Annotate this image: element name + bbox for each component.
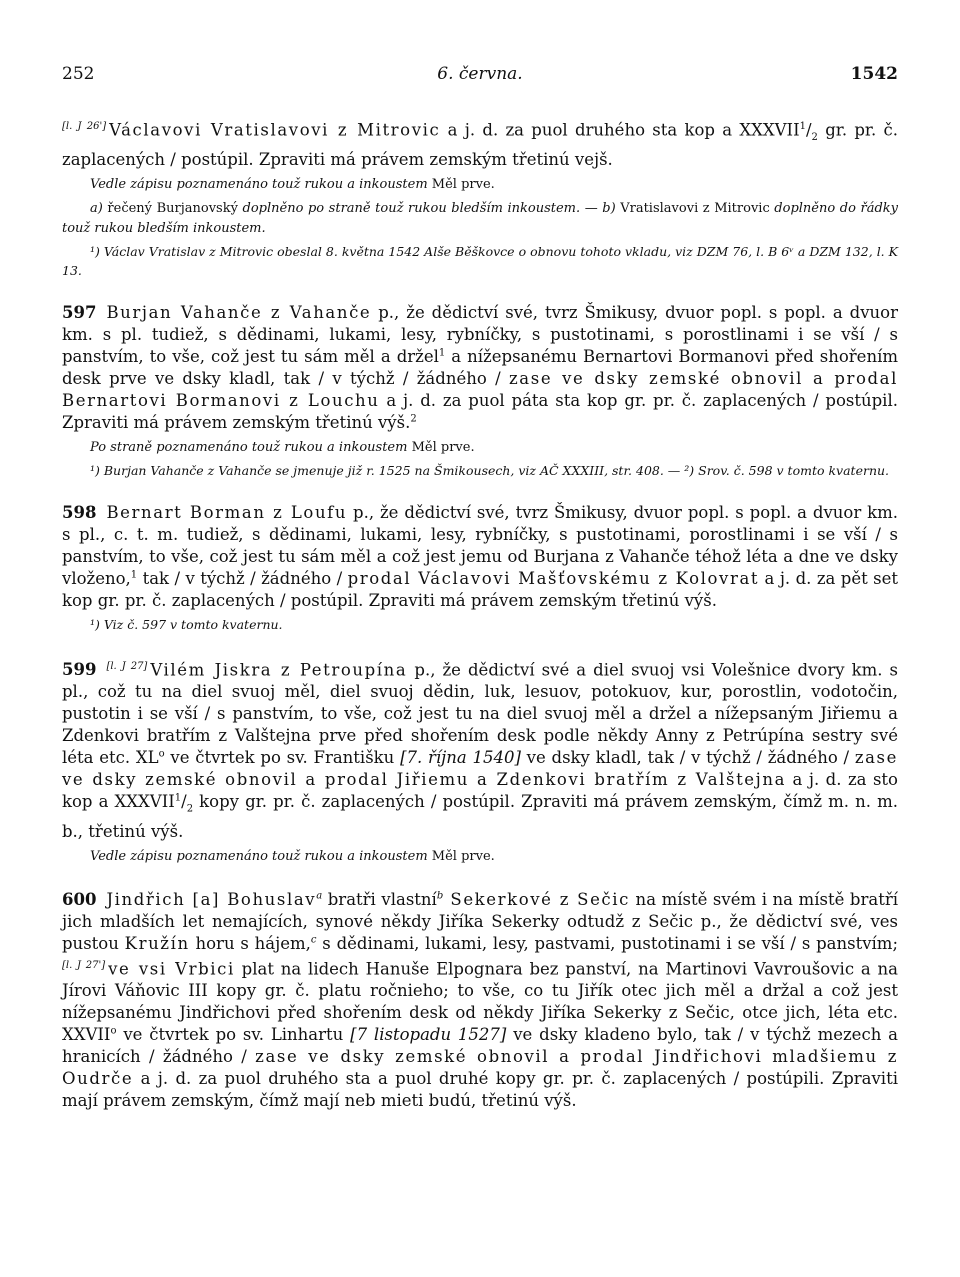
entry-continuation [62,116,898,280]
header-year: 1542 [850,64,898,84]
textual-note: a) řečený Burjanovský doplněno po straně touž rukou bledším inkoustem. — b) Vratislavovi z Mitrovic doplněno do řádky touž rukou bledším inkoustem. [62,200,898,236]
entry-600 [62,889,898,1113]
margin-note: Vedle zápisu poznamenáno touž rukou a inkoustem Měl prve. [90,848,495,864]
folio-ref: [l. J 26'] [62,121,107,132]
entry-599 [62,656,898,867]
entry-number: 600 [62,889,97,909]
entry-text: 598 Bernart Borman z Loufu p., že dědictví své, tvrz Šmikusy, dvuor popl. s popl. a dvuor km. s pl., c. t. m. tudiež, s dědinami, lukami, lesy, rybníčky, s pustotinami, porostlinami i se vší / s panstvím, to vše, což jest tu sám měl a což jest jemu od Burjana z Vahanče téhož léta a dne ve dsky vloženo,$^1$ tak / v týchž / žádného / prodal Václavovi Mašťovskému z Kolovrat a j. d. za pět set kop gr. pr. č. zaplacených / postúpil. Zpraviti má právem zemským třetinú výš. [62,502,899,610]
person-name: Václavovi Vratislavovi z Mitrovic [109,120,441,140]
margin-note: Vedle zápisu poznamenáno touž rukou a inkoustem Měl prve. [90,176,495,192]
entry-text: [l. J 26'] Václavovi Vratislavovi z Mitrovic a j. d. za puol druhého sta kop a $XXXVII^1/_2$ gr. pr. č. zaplacených / postúpil. Zpraviti má právem zemským třetinú vejš. [62,120,899,169]
footnote: ¹) Václav Vratislav z Mitrovic obeslal 8. května 1542 Alše Běškovce o obnovu tohoto vkladu, viz DZM 76, l. B 6ᵛ a DZM 132, l. K 13. [62,243,898,278]
person-name: Vilém Jiskra z Petroupína [150,660,408,680]
entry-number: 599 [62,660,97,680]
folio-ref: [l. J 27'] [62,959,106,971]
page-header [62,64,898,94]
document-page [62,64,898,1112]
entry-number: 598 [62,502,97,522]
entry-text: 597 Burjan Vahanče z Vahanče p., že dědictví své, tvrz Šmikusy, dvuor popl. s popl. a dvuor km. s pl. tudiež, s dědinami, lukami, lesy, rybníčky, s pustotinami, s porostlinami i se vší / s panstvím, to vše, což jest tu sám měl a držel$^1$ a nížepsanému Bernartovi Bormanovi před shořením desk prve ve dsky kladl, tak / v týchž / žádného / zase ve dsky zemské obnovil a prodal Bernartovi Bormanovi z Louchu a j. d. za puol páta sta kop gr. pr. č. zaplacených / postúpil. Zpraviti má právem zemským třetinú výš.$^2$ [62,302,898,432]
entry-597 [62,302,898,480]
margin-note: Po straně poznamenáno touž rukou a inkoustem Měl prve. [90,439,475,455]
header-date: 6. června. [437,64,523,84]
page-number: 252 [62,64,95,84]
footnote: ¹) Burjan Vahanče z Vahanče se jmenuje již r. 1525 na Šmikousech, viz AČ XXXIII, str. 408. — ²) Srov. č. 598 v tomto kvaternu. [90,462,890,478]
entry-text: 599 [l. J 27] Vilém Jiskra z Petroupína p., že dědictví své a diel svuoj vsi Volešnice dvory km. s pl., což tu na diel svuoj měl, diel svuoj dědin, luk, lesuov, potokuov, kur, porostlin, vodotočin, pustotin i se vší / s panstvím, to vše, což jest tu na diel svuoj měl a držel a nížepsaným Jiřiemu a Zdenkovi bratřím z Valštejna prve před shořením desk podle někdy Anny z Petrúpína sestry své léta etc. $XL^o$ ve čtvrtek po sv. Františku [7. října 1540] ve dsky kladl, tak / v týchž / žádného / zase ve dsky zemské obnovil a prodal Jiřiemu a Zdenkovi bratřím z Valštejna a j. d. za sto kop a $XXXVII^1/_2$ kopy gr. pr. č. zaplacených / postúpil. Zpraviti má právem zemským, čímž m. n. m. b., třetinú výš. [62,660,898,841]
entry-number: 597 [62,302,97,322]
entry-text: 600 Jindřich [a] Bohuslav$^a$ bratři vlastní$^b$ Sekerkové z Sečic na místě svém i na místě bratří jich mladších let nemajících, synové někdy Jiříka Sekerky odtudž z Sečic p., že dědictví své, ves pustou Kružín horu s hájem,$^c$ s dědinami, lukami, lesy, pastvami, pustotinami i se vší / s panstvím; [l. J 27'] ve vsi Vrbici plat na lidech Hanuše Elpognara bez panství, na Martinovi Vavroušovic a na Jírovi Váňovic III kopy gr. č. platu ročnieho; to vše, co tu Jiřík otec jich měl a držal a což jest nížepsanému Jindřichovi před shořením desk od někdy Jiříka Sekerky z Sečic, otce jich, léta etc. XXVII$^o$ ve čtvrtek po sv. Linhartu [7 listopadu 1527] ve dsky kladeno bylo, tak / v týchž mezech a hranicích / žádného / zase ve dsky zemské obnovil a prodal Jindřichovi mladšiemu z Oudrče a j. d. za puol druhého sta a puol druhé kopy gr. pr. č. zaplacených / postúpili. Zpraviti mají právem zemským, čímž mají neb mieti budú, třetinú výš. [62,889,899,1111]
person-name: Bernart Borman z Loufu [106,502,348,522]
footnote: ¹) Viz č. 597 v tomto kvaternu. [90,616,283,632]
entry-598 [62,502,898,634]
person-name: Jindřich [a] Bohuslav [106,889,317,909]
folio-ref: [l. J 27] [106,660,148,672]
person-name: Burjan Vahanče z Vahanče [106,302,372,322]
